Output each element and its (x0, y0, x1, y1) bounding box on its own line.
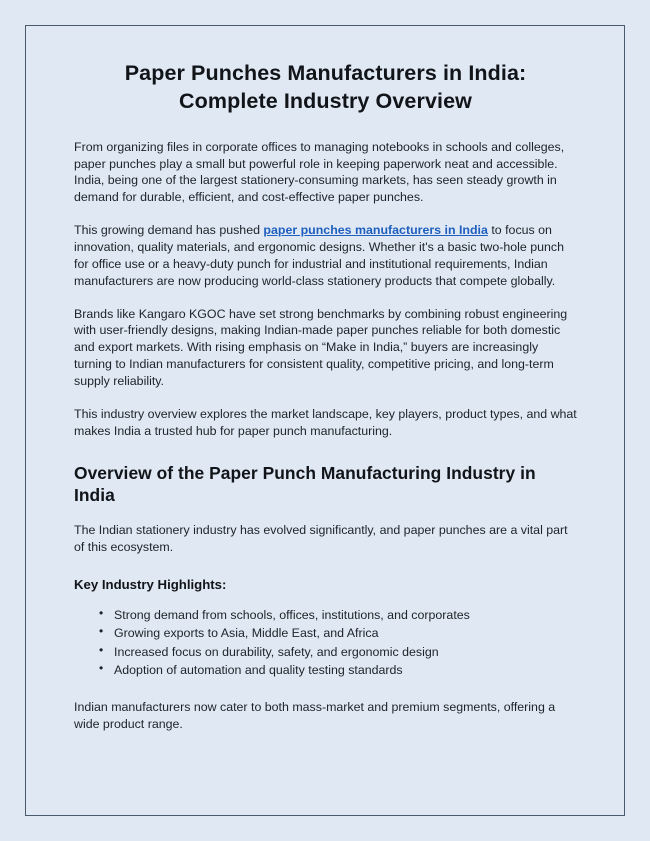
paragraph-closing: Indian manufacturers now cater to both mass-market and premium segments, offering a wide product range. (74, 699, 556, 731)
list-item: • Increased focus on durability, safety, and ergonomic design (114, 643, 577, 661)
paper-punches-manufacturers-link[interactable]: paper punches manufacturers in India (263, 223, 488, 238)
page-title-line-2: Complete Industry Overview (179, 89, 472, 114)
paragraph-intro: From organizing files in corporate offices to managing notebooks in schools and colleges, paper punches play a small but powerful role in keeping paperwork neat and accessible. India, being one of the largest stationery-consuming markets, has seen steady growth in demand for durable, efficient, and cost-effective paper punches. (74, 139, 565, 205)
page-title (74, 59, 577, 116)
paragraph-demand-prefix: This growing demand has pushed (74, 223, 264, 238)
paragraph-demand-suffix: to focus on innovation, quality materials, and ergonomic designs. Whether it's a basic two-hole punch for office use or a heavy-duty punch for industrial and institutional requirements, Indian manufacturers are now producing world-class stationery products that compete globally. (74, 223, 564, 288)
list-item: • Strong demand from schools, offices, institutions, and corporates (114, 606, 577, 624)
document-content (74, 59, 577, 733)
paragraph-overview-lead: This industry overview explores the market landscape, key players, product types, and what makes India a trusted hub for paper punch manufacturing. (74, 406, 577, 438)
paragraph-demand (74, 222, 577, 289)
key-industry-highlights-list (74, 606, 577, 679)
list-item: • Growing exports to Asia, Middle East, and Africa (114, 624, 577, 642)
list-item: • Adoption of automation and quality testing standards (114, 661, 577, 679)
page-inner (26, 26, 624, 815)
sub-heading-key-highlights: Key Industry Highlights: (74, 576, 227, 592)
page-title-line-1: Paper Punches Manufacturers in India: (124, 61, 527, 85)
section-heading-overview: Overview of the Paper Punch Manufacturing Industry in India (74, 462, 536, 505)
document-page (25, 25, 625, 816)
paragraph-ecosystem: The Indian stationery industry has evolved significantly, and paper punches are a vital part of this ecosystem. (74, 523, 568, 555)
paragraph-brands: Brands like Kangaro KGOC have set strong benchmarks by combining robust engineering with user-friendly designs, making Indian-made paper punches reliable for both domestic and export markets. With rising emphasis on “Make in India,” buyers are increasingly turning to Indian manufacturers for consistent quality, competitive pricing, and long-term supply reliability. (74, 306, 568, 389)
